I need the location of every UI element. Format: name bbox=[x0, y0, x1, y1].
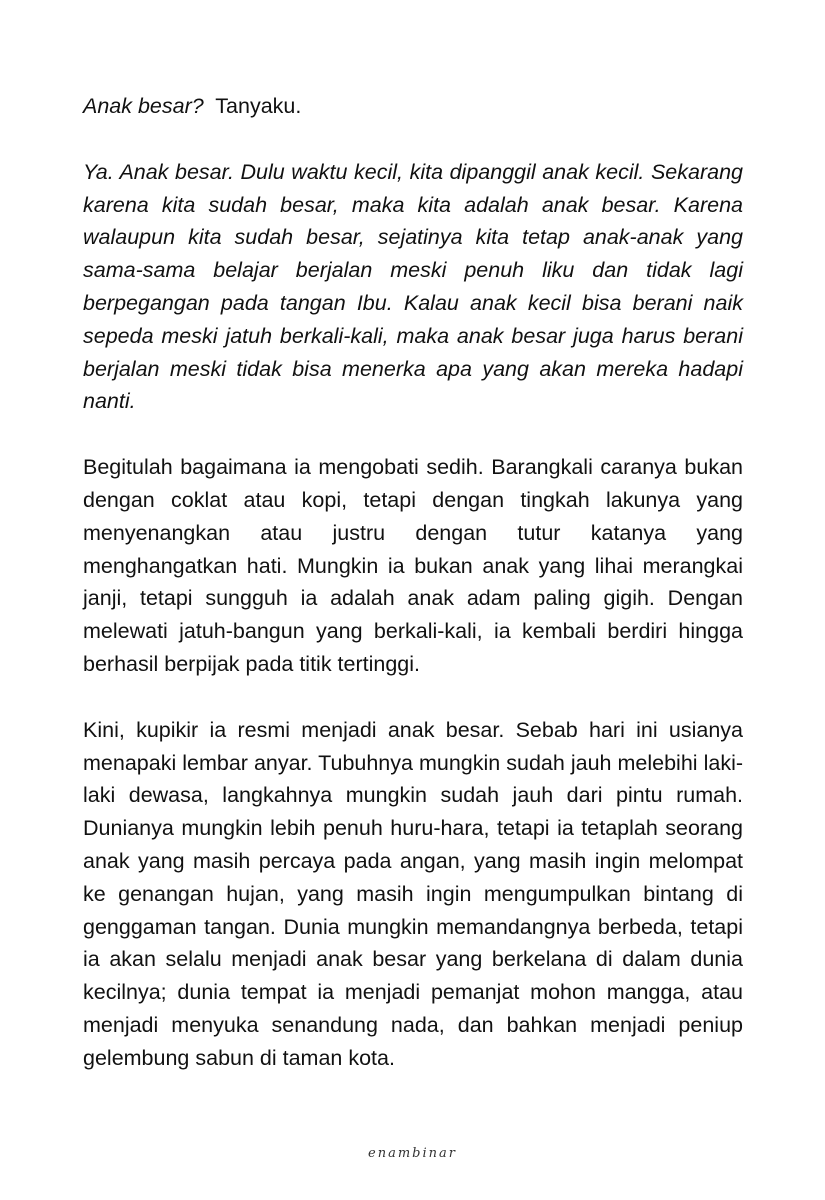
paragraph-healing: Begitulah bagaimana ia mengobati sedih. Barangkali caranya bukan dengan coklat atau kopi, tetapi dengan tingkah lakunya yang menyenangkan atau justru dengan tutur katanya yang menghangatkan hati. Mungkin ia bukan anak yang lihai merangkai janji, tetapi sungguh ia adalah anak adam paling gigih. Dengan melewati jatuh-bangun yang berkali-kali, ia kembali berdiri hingga berhasil berpijak pada titik tertinggi. bbox=[83, 455, 743, 676]
paragraph-dialogue: Ya. Anak besar. Dulu waktu kecil, kita dipanggil anak kecil. Sekarang karena kita sudah besar, maka kita adalah anak besar. Karena walaupun kita sudah besar, sejatinya kita tetap anak-anak yang sama-sama belajar berjalan meski penuh liku dan tidak lagi berpegangan pada tangan Ibu. Kalau anak kecil bisa berani naik sepeda meski jatuh berkali-kali, maka anak besar juga harus berani berjalan meski tidak bisa menerka apa yang akan mereka hadapi nanti. bbox=[83, 159, 743, 414]
opening-question: Anak besar? bbox=[83, 94, 204, 118]
paragraph-growing-up: Kini, kupikir ia resmi menjadi anak besar. Sebab hari ini usianya menapaki lembar anyar. Tubuhnya mungkin sudah jauh melebihi laki-laki dewasa, langkahnya mungkin sudah jauh dari pintu rumah. Dunianya mungkin lebih penuh huru-hara, tetapi ia tetaplah seorang anak yang masih percaya pada angan, yang masih ingin melompat ke genangan hujan, yang masih ingin mengumpulkan bintang di genggaman tangan. Dunia mungkin memandangnya berbeda, tetapi ia akan selalu menjadi anak besar yang berkelana di dalam dunia kecilnya; dunia tempat ia menjadi pemanjat mohon mangga, atau menjadi menyuka senandung nada, dan bahkan menjadi peniup gelembung sabun di taman kota. bbox=[83, 717, 743, 1070]
opening-line bbox=[83, 90, 743, 123]
page-body bbox=[83, 90, 743, 1075]
footer-signature: enambinar bbox=[368, 1146, 457, 1161]
opening-speaker: Tanyaku. bbox=[215, 94, 302, 118]
